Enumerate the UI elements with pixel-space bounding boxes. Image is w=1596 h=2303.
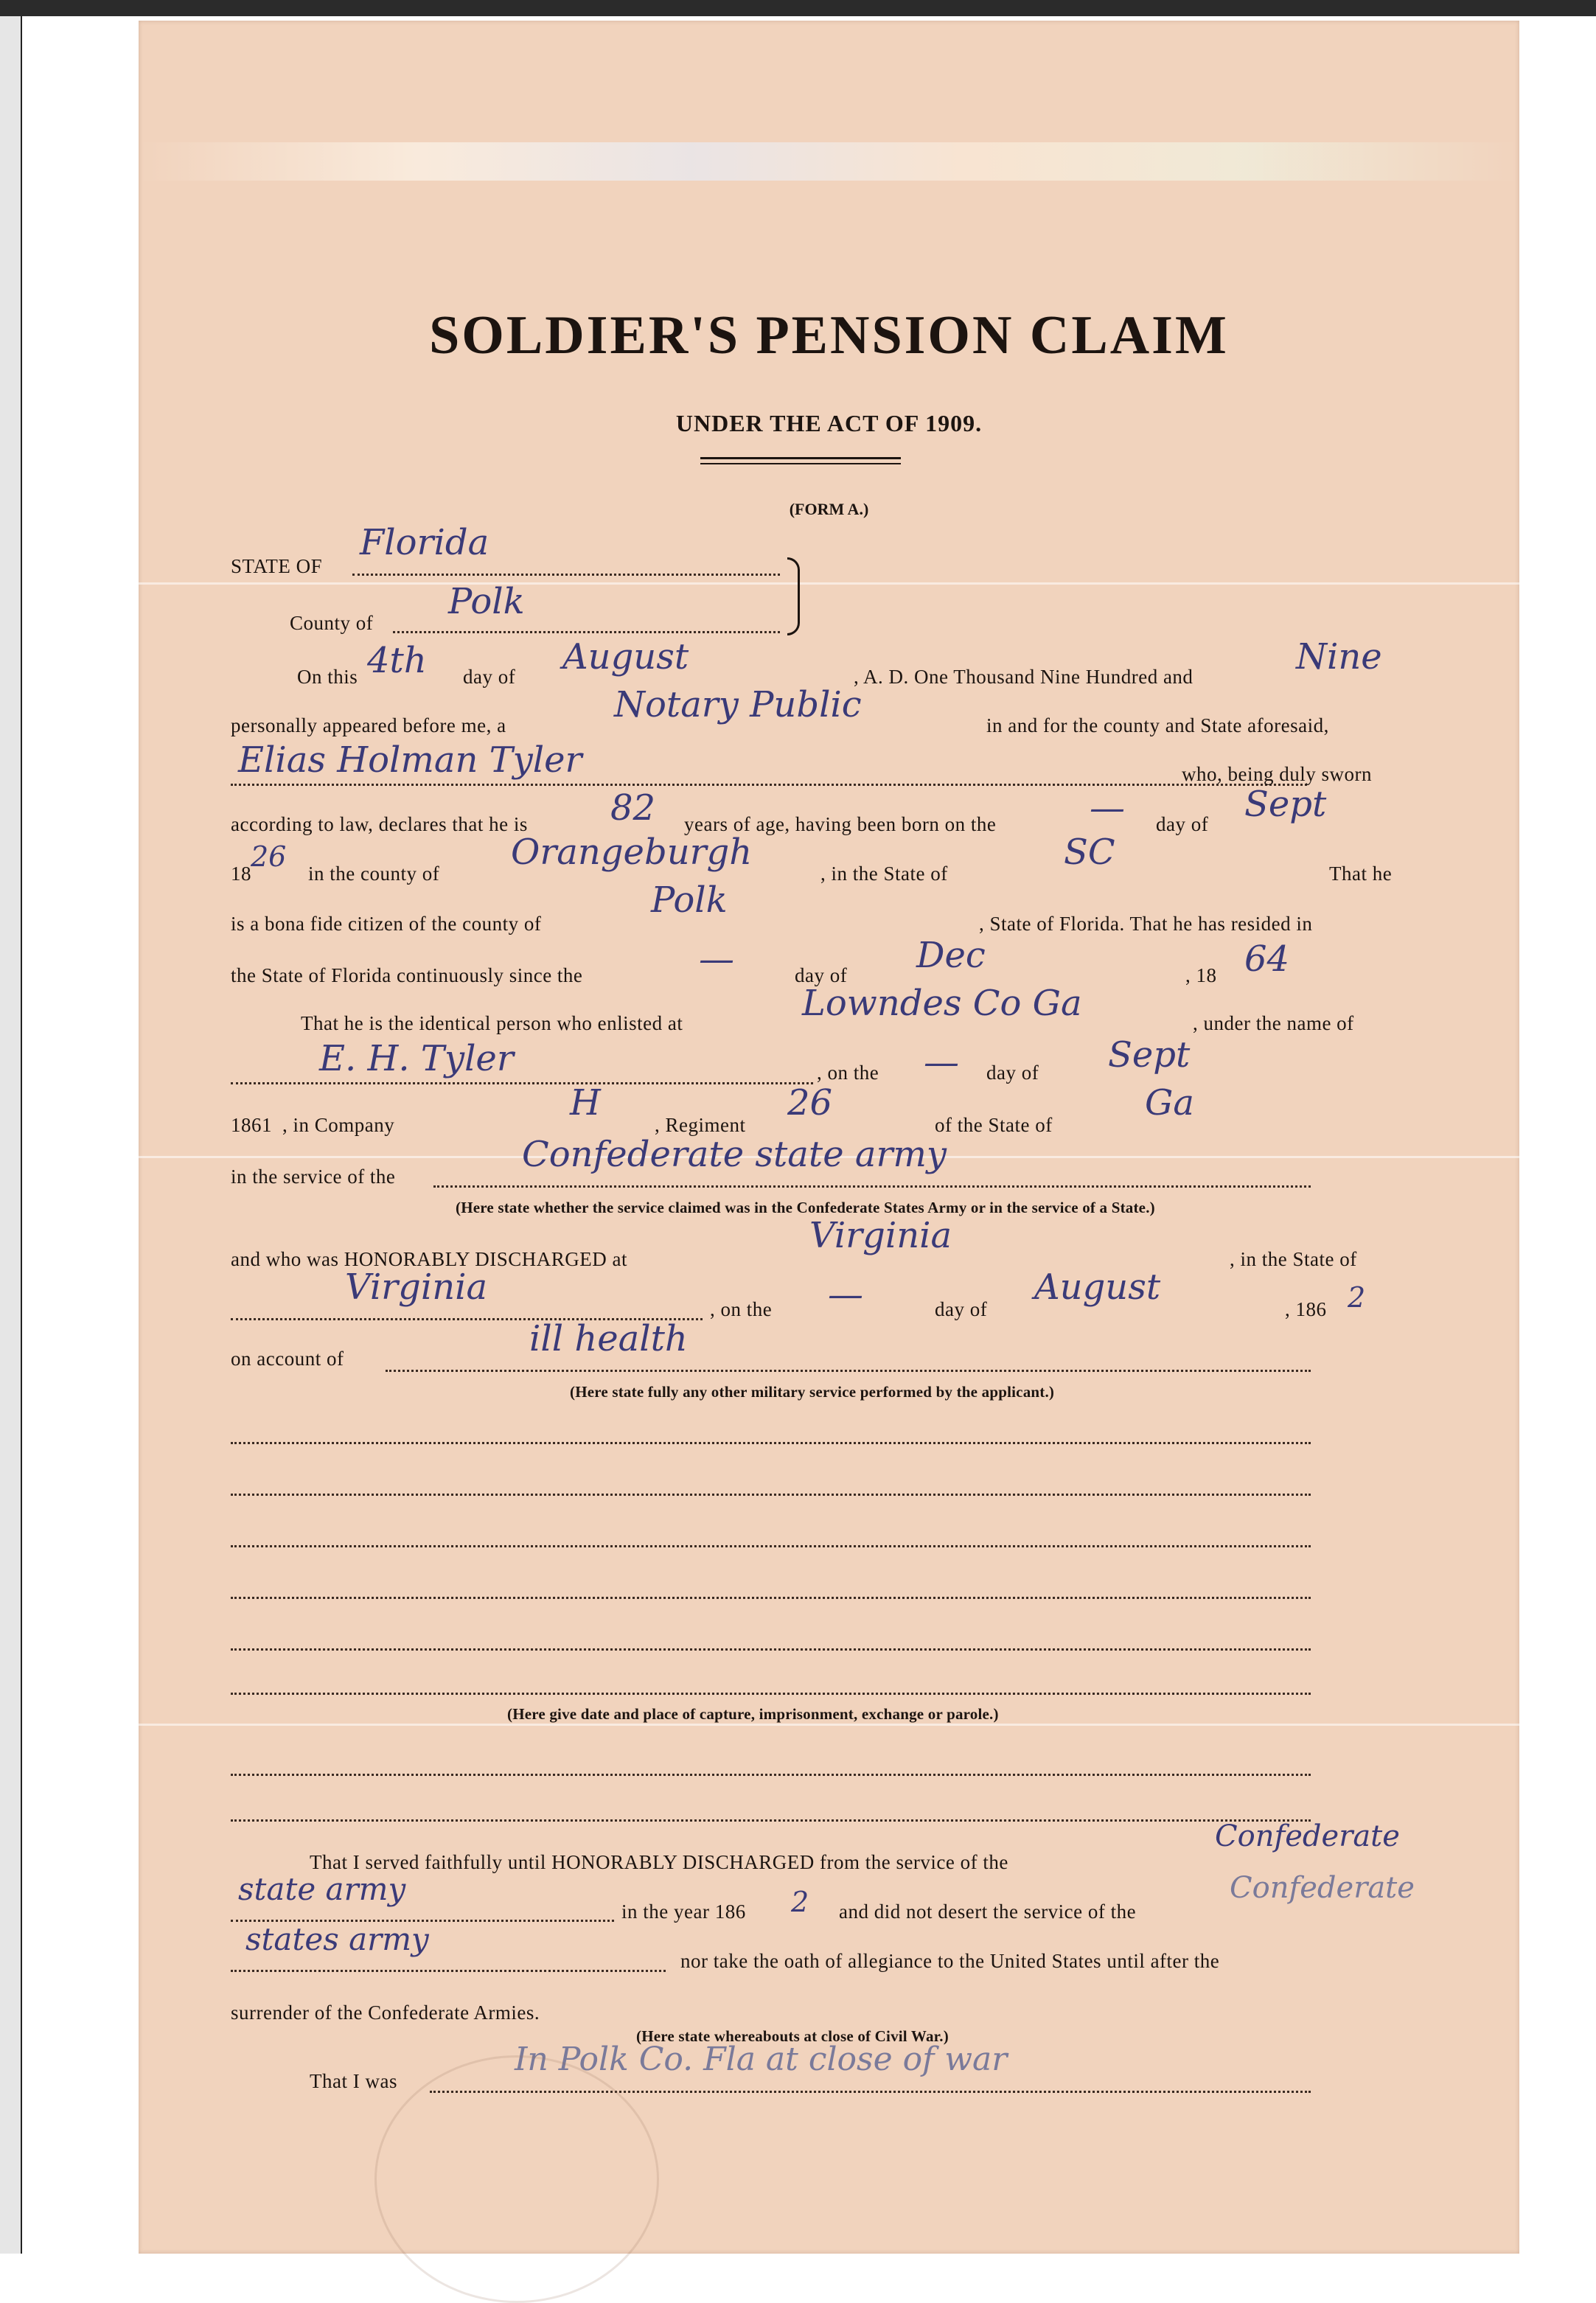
printed-text: the State of Florida continuously since the [231,964,583,986]
handwritten-discharged-at: Virginia [809,1215,952,1256]
printed-text: That he [1329,863,1393,885]
printed-text: of the State of [935,1114,1053,1136]
printed-text: in and for the county and State aforesaid, [986,714,1329,736]
printed-text: , State of Florida. That he has resided in [979,913,1313,935]
scan-left-edge-line [21,16,22,2254]
printed-text: day of [986,1062,1039,1084]
iridescent-fold-band [139,142,1519,181]
printed-text: That I was [310,2070,397,2092]
handwritten-county: Polk [448,581,525,622]
instruction-note: (Here state whether the service claimed was in the Confederate States Army or in the service of a State.) [456,1199,1155,1216]
title-rule [700,463,901,464]
handwritten-birth-month: Sept [1244,784,1327,825]
handwritten-age: 82 [610,787,656,829]
handwritten-enlisted-at: Lowndes Co Ga [802,983,1082,1024]
printed-text: On this [297,666,358,688]
faint-embossed-seal [374,2055,659,2303]
printed-text: , Regiment [655,1114,746,1136]
handwritten-birth-county: Orangeburgh [511,832,753,873]
printed-text: , 18 [1185,964,1217,986]
handwritten-birth-day: — [1090,787,1125,829]
handwritten-since-year: 64 [1244,938,1290,980]
handwritten-officer: Notary Public [614,684,862,725]
handwritten-enlist-day: — [924,1042,959,1083]
handwritten-discharge-year: 2 [1348,1281,1366,1314]
printed-text: , on the [710,1298,773,1320]
blank-line [231,1442,1311,1444]
handwritten-year-word: Nine [1296,636,1382,677]
handwritten-regiment: 26 [787,1082,833,1123]
instruction-note: (Here give date and place of capture, imprisonment, exchange or parole.) [507,1705,999,1723]
form-label: (FORM A.) [789,500,869,518]
handwritten-regiment-state: Ga [1145,1082,1194,1123]
printed-text: , under the name of [1193,1012,1354,1034]
handwritten-account: ill health [529,1318,688,1359]
dotted-line [231,784,1307,786]
handwritten-whereabouts: In Polk Co. Fla at close of war [515,2041,1008,2078]
blank-line [231,1545,1311,1547]
handwritten-birth-state: SC [1064,832,1115,873]
printed-text: in the year 186 [621,1900,746,1923]
dotted-line [393,631,780,633]
handwritten-since-month: Dec [916,935,986,976]
handwritten-enlisted-name: E. H. Tyler [319,1038,514,1079]
printed-text: 1861 [231,1114,272,1136]
printed-text: day of [795,964,848,986]
instruction-note: (Here state fully any other military service performed by the applicant.) [570,1383,1055,1401]
printed-text: who, being duly sworn [1182,763,1372,785]
handwritten-name: Elias Holman Tyler [238,739,582,781]
blank-line [231,1774,1311,1776]
form-title: SOLDIER'S PENSION CLAIM [429,305,1229,366]
printed-text: is a bona fide citizen of the county of [231,913,542,935]
printed-text: in the county of [308,863,440,885]
printed-text: and did not desert the service of the [839,1900,1137,1923]
printed-text: That I served faithfully until HONORABLY DISCHARGED from the service of the [310,1851,1008,1873]
handwritten-discharged-state: Virginia [345,1267,488,1308]
printed-text: and who was HONORABLY DISCHARGED at [231,1248,628,1270]
printed-text: in the service of the [231,1166,396,1188]
handwritten-enlist-month: Sept [1108,1034,1191,1076]
title-rule [700,457,901,459]
blank-line [231,1494,1311,1496]
printed-text: , in Company [282,1114,395,1136]
blank-line [231,1819,1311,1822]
printed-text: on account of [231,1348,344,1370]
blank-line [231,1648,1311,1651]
scan-top-border [0,0,1596,16]
form-subtitle: UNDER THE ACT OF 1909. [675,410,983,436]
pension-claim-document [139,21,1519,2254]
printed-text: , A. D. One Thousand Nine Hundred and [854,666,1193,688]
handwritten-resident-county: Polk [651,879,728,921]
handwritten-discharge-month: August [1034,1267,1161,1308]
handwritten-desert-service: Confederate [1230,1871,1415,1905]
handwritten-state: Florida [360,522,489,563]
bracket [787,557,800,635]
county-of-label: County of [290,612,374,634]
blank-line [231,1693,1311,1695]
handwritten-birth-year: 26 [251,840,287,873]
printed-text: nor take the oath of allegiance to the United States until after the [680,1950,1220,1972]
printed-text: , 186 [1285,1298,1327,1320]
printed-text: day of [463,666,516,688]
printed-text: surrender of the Confederate Armies. [231,2001,540,2024]
printed-text: day of [1156,813,1209,835]
printed-text: according to law, declares that he is [231,813,528,835]
paper-fold-line [139,582,1519,585]
handwritten-since-day: — [699,938,734,980]
handwritten-day: 4th [367,640,427,681]
blank-line [231,1597,1311,1599]
dotted-line [433,1185,1311,1188]
printed-text: , in the State of [1230,1248,1357,1270]
printed-text: , on the [817,1062,879,1084]
handwritten-month: August [562,636,689,677]
state-of-label: STATE OF [231,555,323,577]
printed-text: , in the State of [820,863,948,885]
scan-left-margin [0,16,21,2254]
printed-text: 18 [231,863,251,885]
printed-text: years of age, having been born on the [684,813,997,835]
dotted-line [231,1082,813,1084]
dotted-line [386,1370,1311,1372]
printed-text: day of [935,1298,988,1320]
handwritten-served-service: Confederate [1215,1819,1400,1853]
paper-fold-line [139,1724,1519,1726]
handwritten-served-year: 2 [791,1886,809,1918]
dotted-line [231,1970,666,1972]
instruction-note: (Here state whereabouts at close of Civil War.) [636,2027,949,2045]
handwritten-discharge-day: — [828,1274,863,1315]
dotted-line [352,574,780,576]
printed-text: That he is the identical person who enlisted at [301,1012,683,1034]
handwritten-service: Confederate state army [522,1134,947,1175]
printed-text: personally appeared before me, a [231,714,506,736]
handwritten-company: H [570,1082,601,1123]
handwritten-desert-service-cont: states army [245,1921,429,1957]
handwritten-served-service-cont: state army [238,1871,406,1907]
